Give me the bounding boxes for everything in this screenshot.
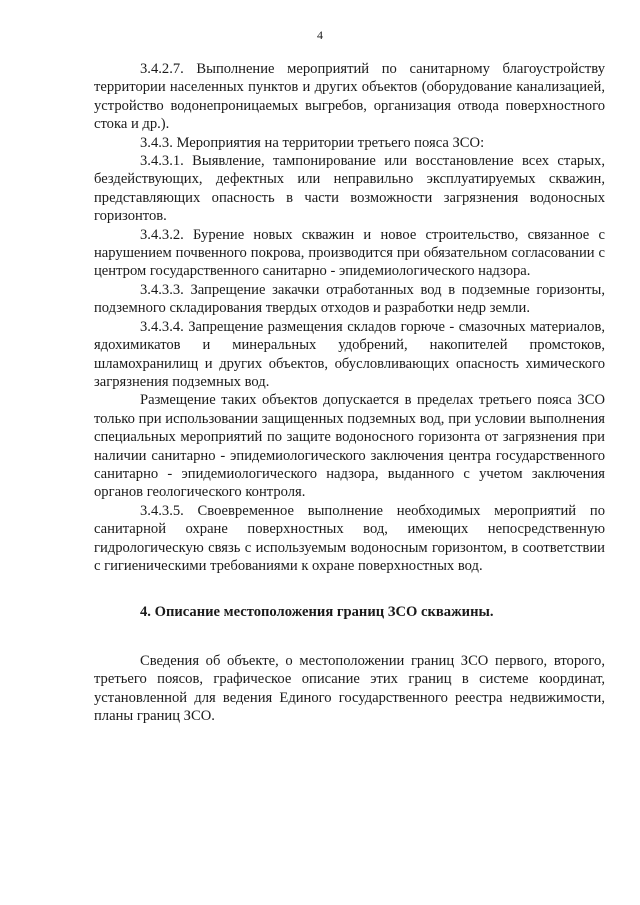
paragraph-3-4-3-2: 3.4.3.2. Бурение новых скважин и новое строительство, связанное с нарушением почвенного покрова, производится при обязательном согласовании с центром государственного санитарно - эпидемиологического надзора.: [94, 226, 605, 280]
paragraph-object-info: Сведения об объекте, о местоположении границ ЗСО первого, второго, третьего поясов, графическое описание этих границ в системе координат, установленной для ведения Единого государственного реестра недвижимости, планы границ ЗСО.: [94, 652, 605, 724]
paragraph-3-4-3-4: 3.4.3.4. Запрещение размещения складов горюче - смазочных материалов, ядохимикатов и минеральных удобрений, накопителей промстоков, шламохранилищ и других объектов, обусловливающих опасность химического загрязнения подземных вод.: [94, 318, 605, 390]
paragraph-placement-conditions: Размещение таких объектов допускается в пределах третьего пояса ЗСО только при использовании защищенных подземных вод, при условии выполнения специальных мероприятий по защите водоносного горизонта от загрязнения при наличии санитарно - эпидемиологического заключения центра государственного санитарно - эпидемиологического надзора, выданного с учетом заключения органов геологического контроля.: [94, 392, 605, 501]
page-number: 4: [317, 28, 323, 42]
paragraph-3-4-3: 3.4.3. Мероприятия на территории третьего пояса ЗСО:: [140, 134, 485, 151]
document-body: [94, 60, 605, 725]
paragraph-3-4-2-7: 3.4.2.7. Выполнение мероприятий по санитарному благоустройству территории населенных пунктов и других объектов (оборудование канализацией, устройство водонепроницаемых выгребов, организация отвода поверхностного стока и др.).: [94, 61, 605, 133]
paragraph-3-4-3-1: 3.4.3.1. Выявление, тампонирование или восстановление всех старых, бездействующих, дефектных или неправильно эксплуатируемых скважин, представляющих опасность в части возможности загрязнения водоносных горизонтов.: [94, 153, 605, 225]
section-heading: 4. Описание местоположения границ ЗСО скважины.: [140, 604, 494, 621]
paragraph-3-4-3-3: 3.4.3.3. Запрещение закачки отработанных вод в подземные горизонты, подземного складирования твердых отходов и разработки недр земли.: [94, 281, 605, 317]
paragraph-3-4-3-5: 3.4.3.5. Своевременное выполнение необходимых мероприятий по санитарной охране поверхностных вод, имеющих непосредственную гидрологическую связь с используемым водоносным горизонтом, в соответствии с гигиеническими требованиями к охране поверхностных вод.: [94, 502, 605, 574]
